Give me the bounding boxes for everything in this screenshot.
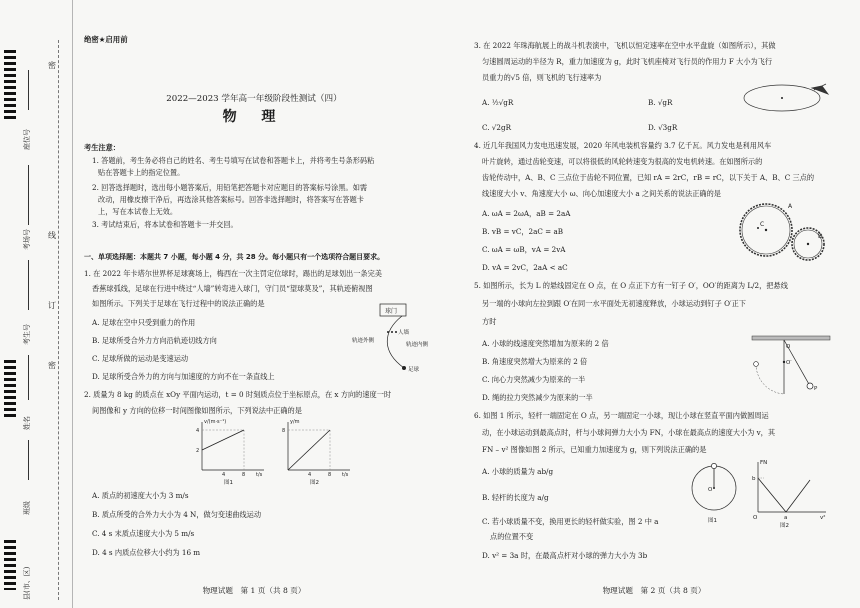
notice-line: 改动，用橡皮擦干净后，再选涂其他答案标号。回答非选择题时，将答案写在答题卡 (98, 195, 364, 204)
question-line: 员重力的√5 倍，则飞机的飞行速率为 (482, 73, 602, 82)
q1-trajectory-figure (352, 302, 432, 372)
q3-option-b: B. √gR (648, 98, 673, 107)
fn-decreasing-line (758, 478, 786, 512)
county-field-label: 县(市、区) (23, 566, 31, 600)
seal-dashed-line (58, 40, 59, 600)
notice-line: 上，写在本试卷上无效。 (98, 207, 178, 216)
pivot-o-label: O (786, 344, 791, 350)
question-line: 线速度大小 v、角速度大小 ω、向心加速度大小 a 之间关系的说法正确的是 (482, 189, 721, 198)
name-field-label: 姓名 (23, 416, 31, 430)
q1-option-b: B. 足球所受合外力方向沿轨迹切线方向 (92, 336, 217, 345)
q6-fn-graph (750, 458, 832, 528)
question-line: 4. 近几年我国风力发电迅速发展，2020 年风电装机容量约 3.7 亿千瓦。风力发电是利用风车 (474, 141, 772, 150)
yt-ylabel: y/m (290, 419, 300, 425)
q5-pendulum-figure (750, 334, 832, 406)
fn-a-label: a (784, 515, 788, 521)
question-line: 另一端的小球向左拉到跟 O′在同一水平面处无初速度释放，小球运动到钉子 O′正下 (482, 299, 746, 308)
question-line: 动，在小球运动到最高点时，杆与小球间弹力大小为 FN，小球在最高点的速度大小为 v，其 (482, 428, 776, 437)
question-line: 间图像和 y 方向的位移一时间图像如图所示，下列说法中正确的是 (92, 406, 302, 415)
student-no-field-label: 考生号 (23, 324, 31, 345)
q5-option-a: A. 小球的线速度突然增加为原来的 2 倍 (482, 339, 609, 348)
q2-option-a: A. 质点的初速度大小为 3 m/s (92, 491, 189, 500)
exam-title: 2022—2023 学年高一年级阶段性测试（四） (166, 94, 342, 104)
yt-xtick: 4 (308, 472, 312, 478)
question-line: 齿轮传动中，A、B、C 三点位于齿轮不同位置，已知 rA = 2rC，rB = rC，以下关于 A、B、C 三点的 (482, 173, 815, 182)
question-line: 1. 在 2022 年卡塔尔世界杯足球赛场上，梅西在一次主罚定位球时，踢出的足球划出一条完美 (84, 269, 382, 278)
notice-line: 2. 回答选择题时，选出每小题答案后，用铅笔把答题卡对应题目的答案标号涂黑。如需 (92, 183, 368, 192)
q2-option-b: B. 质点所受的合外力大小为 4 N，做匀变速曲线运动 (92, 510, 262, 519)
q5-option-c: C. 向心力突然减少为原来的一半 (482, 375, 586, 384)
fn-ylabel: FN (760, 460, 768, 466)
vt-xlabel: t/s (256, 472, 263, 478)
secret-mark: 绝密★启用前 (84, 35, 128, 44)
nail-o-label: O′ (786, 360, 792, 366)
q3-option-a: A. ½√gR (482, 98, 514, 107)
q3-option-c: C. √2gR (482, 123, 511, 132)
question-line: 方时 (482, 317, 497, 326)
gear-point-b: B (818, 233, 823, 240)
question-line: 6. 如图 1 所示，轻杆一端固定在 O 点，另一端固定一小球，现让小球在竖直平面内做圆周运 (474, 411, 769, 420)
page-footer: 物理试题 第 2 页（共 8 页） (602, 586, 706, 595)
yt-caption: 图2 (310, 480, 319, 486)
q4-option-a: A. ωA = 2ωA，aB = 2aA (482, 209, 571, 218)
seal-mark: 密 (48, 61, 56, 70)
q1-option-d: D. 足球所受合外力的方向与加速度的方向不在一条直线上 (92, 372, 275, 381)
q6-fig1-caption: 图1 (708, 518, 717, 524)
q4-option-d: D. vA = 2vC，2aA < aC (482, 263, 568, 272)
vt-ytick: 4 (196, 428, 200, 434)
subject-title: 物 理 (222, 109, 286, 125)
bind-mark: 订 (48, 301, 56, 310)
inner-label: 轨迹内侧 (406, 342, 429, 348)
question-line: 香蕉球弧线，足球在行进中绕过“人墙”转弯进入球门，守门员“望球莫及”，其轨迹俯视图 (92, 284, 373, 293)
page-footer: 物理试题 第 1 页（共 8 页） (202, 586, 306, 595)
notice-line: 贴在答题卡上的指定位置。 (98, 168, 185, 177)
question-line: 2. 质量为 8 kg 的质点在 xOy 平面内运动，t = 0 时刻质点位于坐标原点，在 x 方向的速度一时 (84, 390, 392, 399)
question-line: 匀速圆周运动的半径为 R，重力加速度为 g，此时飞机座椅对飞行员的作用力 F 大小为飞行 (482, 57, 773, 66)
ball-p-label: P (814, 386, 818, 392)
q5-option-d: D. 绳的拉力突然减少为原来的一半 (482, 393, 593, 402)
vt-line (202, 430, 244, 450)
class-field-label: 班级 (23, 501, 31, 515)
vt-xtick: 4 (222, 472, 226, 478)
q6-fig2-caption: 图2 (780, 523, 789, 529)
page-1 (84, 0, 429, 608)
fn-b-label: b (752, 476, 756, 482)
wall-label: 人墙 (398, 330, 410, 336)
barcode-mark (4, 50, 16, 120)
exam-room-field-label: 考场号 (23, 229, 31, 250)
page-2 (474, 0, 834, 608)
q4-option-b: B. vB = vC，2aC = aB (482, 227, 564, 236)
outer-label: 轨迹外侧 (352, 338, 375, 344)
vt-caption: 图1 (224, 480, 233, 486)
yt-ytick: 8 (282, 428, 286, 434)
yt-line (288, 430, 330, 470)
question-line: FN – v² 图像如图 2 所示，已知重力加速度为 g，则下列说法正确的是 (482, 445, 707, 454)
notice-line: 1. 答题前，考生务必将自己的姓名、考生号填写在试卷和答题卡上，并将考生号条形码粘 (92, 156, 375, 165)
yt-xtick: 8 (328, 472, 332, 478)
q1-option-a: A. 足球在空中只受到重力的作用 (92, 318, 196, 327)
notice-line: 3. 考试结束后，将本试卷和答题卡一并交回。 (92, 220, 238, 229)
q5-option-b: B. 角速度突然增大为原来的 2 倍 (482, 357, 588, 366)
binding-margin (0, 0, 73, 608)
seat-field-label: 座位号 (23, 129, 31, 150)
q6-option-c-cont: 点的位置不变 (490, 532, 534, 541)
q6-option-b: B. 轻杆的长度为 a/g (482, 493, 549, 502)
q2-vt-graph (194, 418, 274, 486)
q3-option-d: D. √3gR (648, 123, 678, 132)
fn-increasing-line (786, 480, 810, 512)
fn-xlabel: v² (820, 515, 826, 521)
ball-label: 足球 (408, 367, 420, 373)
fighter-jet-icon (812, 84, 828, 94)
question-line: 3. 在 2022 年珠海航展上的战斗机表演中，飞机以恒定速率在空中水平盘旋（如图所示），其做 (474, 41, 776, 50)
barcode-mark (4, 360, 16, 420)
question-line: 如图所示。下列关于足球在飞行过程中的说法正确的是 (92, 299, 265, 308)
vt-xtick: 8 (242, 472, 246, 478)
q4-gears-figure (736, 200, 834, 268)
q6-center-label: O (708, 487, 713, 493)
yt-xlabel: t/s (342, 472, 349, 478)
section-heading: 一、单项选择题：本题共 7 小题，每小题 4 分，共 28 分。每小题只有一个选项符合题目要求。 (84, 253, 385, 261)
goal-label: 球门 (385, 308, 398, 315)
vt-ylabel: v/(m·s⁻¹) (204, 419, 227, 425)
gear-point-c: C (760, 221, 765, 228)
question-line: 5. 如图所示，长为 L 的悬线固定在 O 点，在 O 点正下方有一钉子 O′，OO′的距离为 L/2，把悬线 (474, 281, 788, 290)
gear-point-a: A (788, 203, 793, 210)
notice-heading: 考生注意： (84, 143, 120, 152)
q2-option-c: C. 4 s 末质点速度大小为 5 m/s (92, 529, 195, 538)
seal-mark: 密 (48, 361, 56, 370)
line-mark: 线 (48, 231, 56, 240)
barcode-mark (4, 540, 16, 590)
q6-circle-figure (686, 460, 746, 526)
fn-origin-label: O (753, 515, 758, 521)
q6-option-d: D. v² = 3a 时，在最高点杆对小球的弹力大小为 3b (482, 551, 648, 560)
q6-option-a: A. 小球的质量为 ab/g (482, 467, 554, 476)
question-line: 叶片旋转，通过齿轮变速，可以将很低的风轮转速变为很高的发电机转速。在如图所示的 (482, 157, 763, 166)
q6-option-c: C. 若小球质量不变，换用更长的轻杆做实验，图 2 中 a (482, 517, 659, 526)
q2-option-d: D. 4 s 内质点位移大小约为 16 m (92, 548, 201, 557)
q4-option-c: C. ωA = ωB，vA = 2vA (482, 245, 566, 254)
q3-orbit-figure (742, 80, 832, 116)
q1-option-c: C. 足球所做的运动是变速运动 (92, 354, 189, 363)
vt-ytick: 2 (196, 448, 200, 454)
q2-yt-graph (280, 418, 360, 486)
